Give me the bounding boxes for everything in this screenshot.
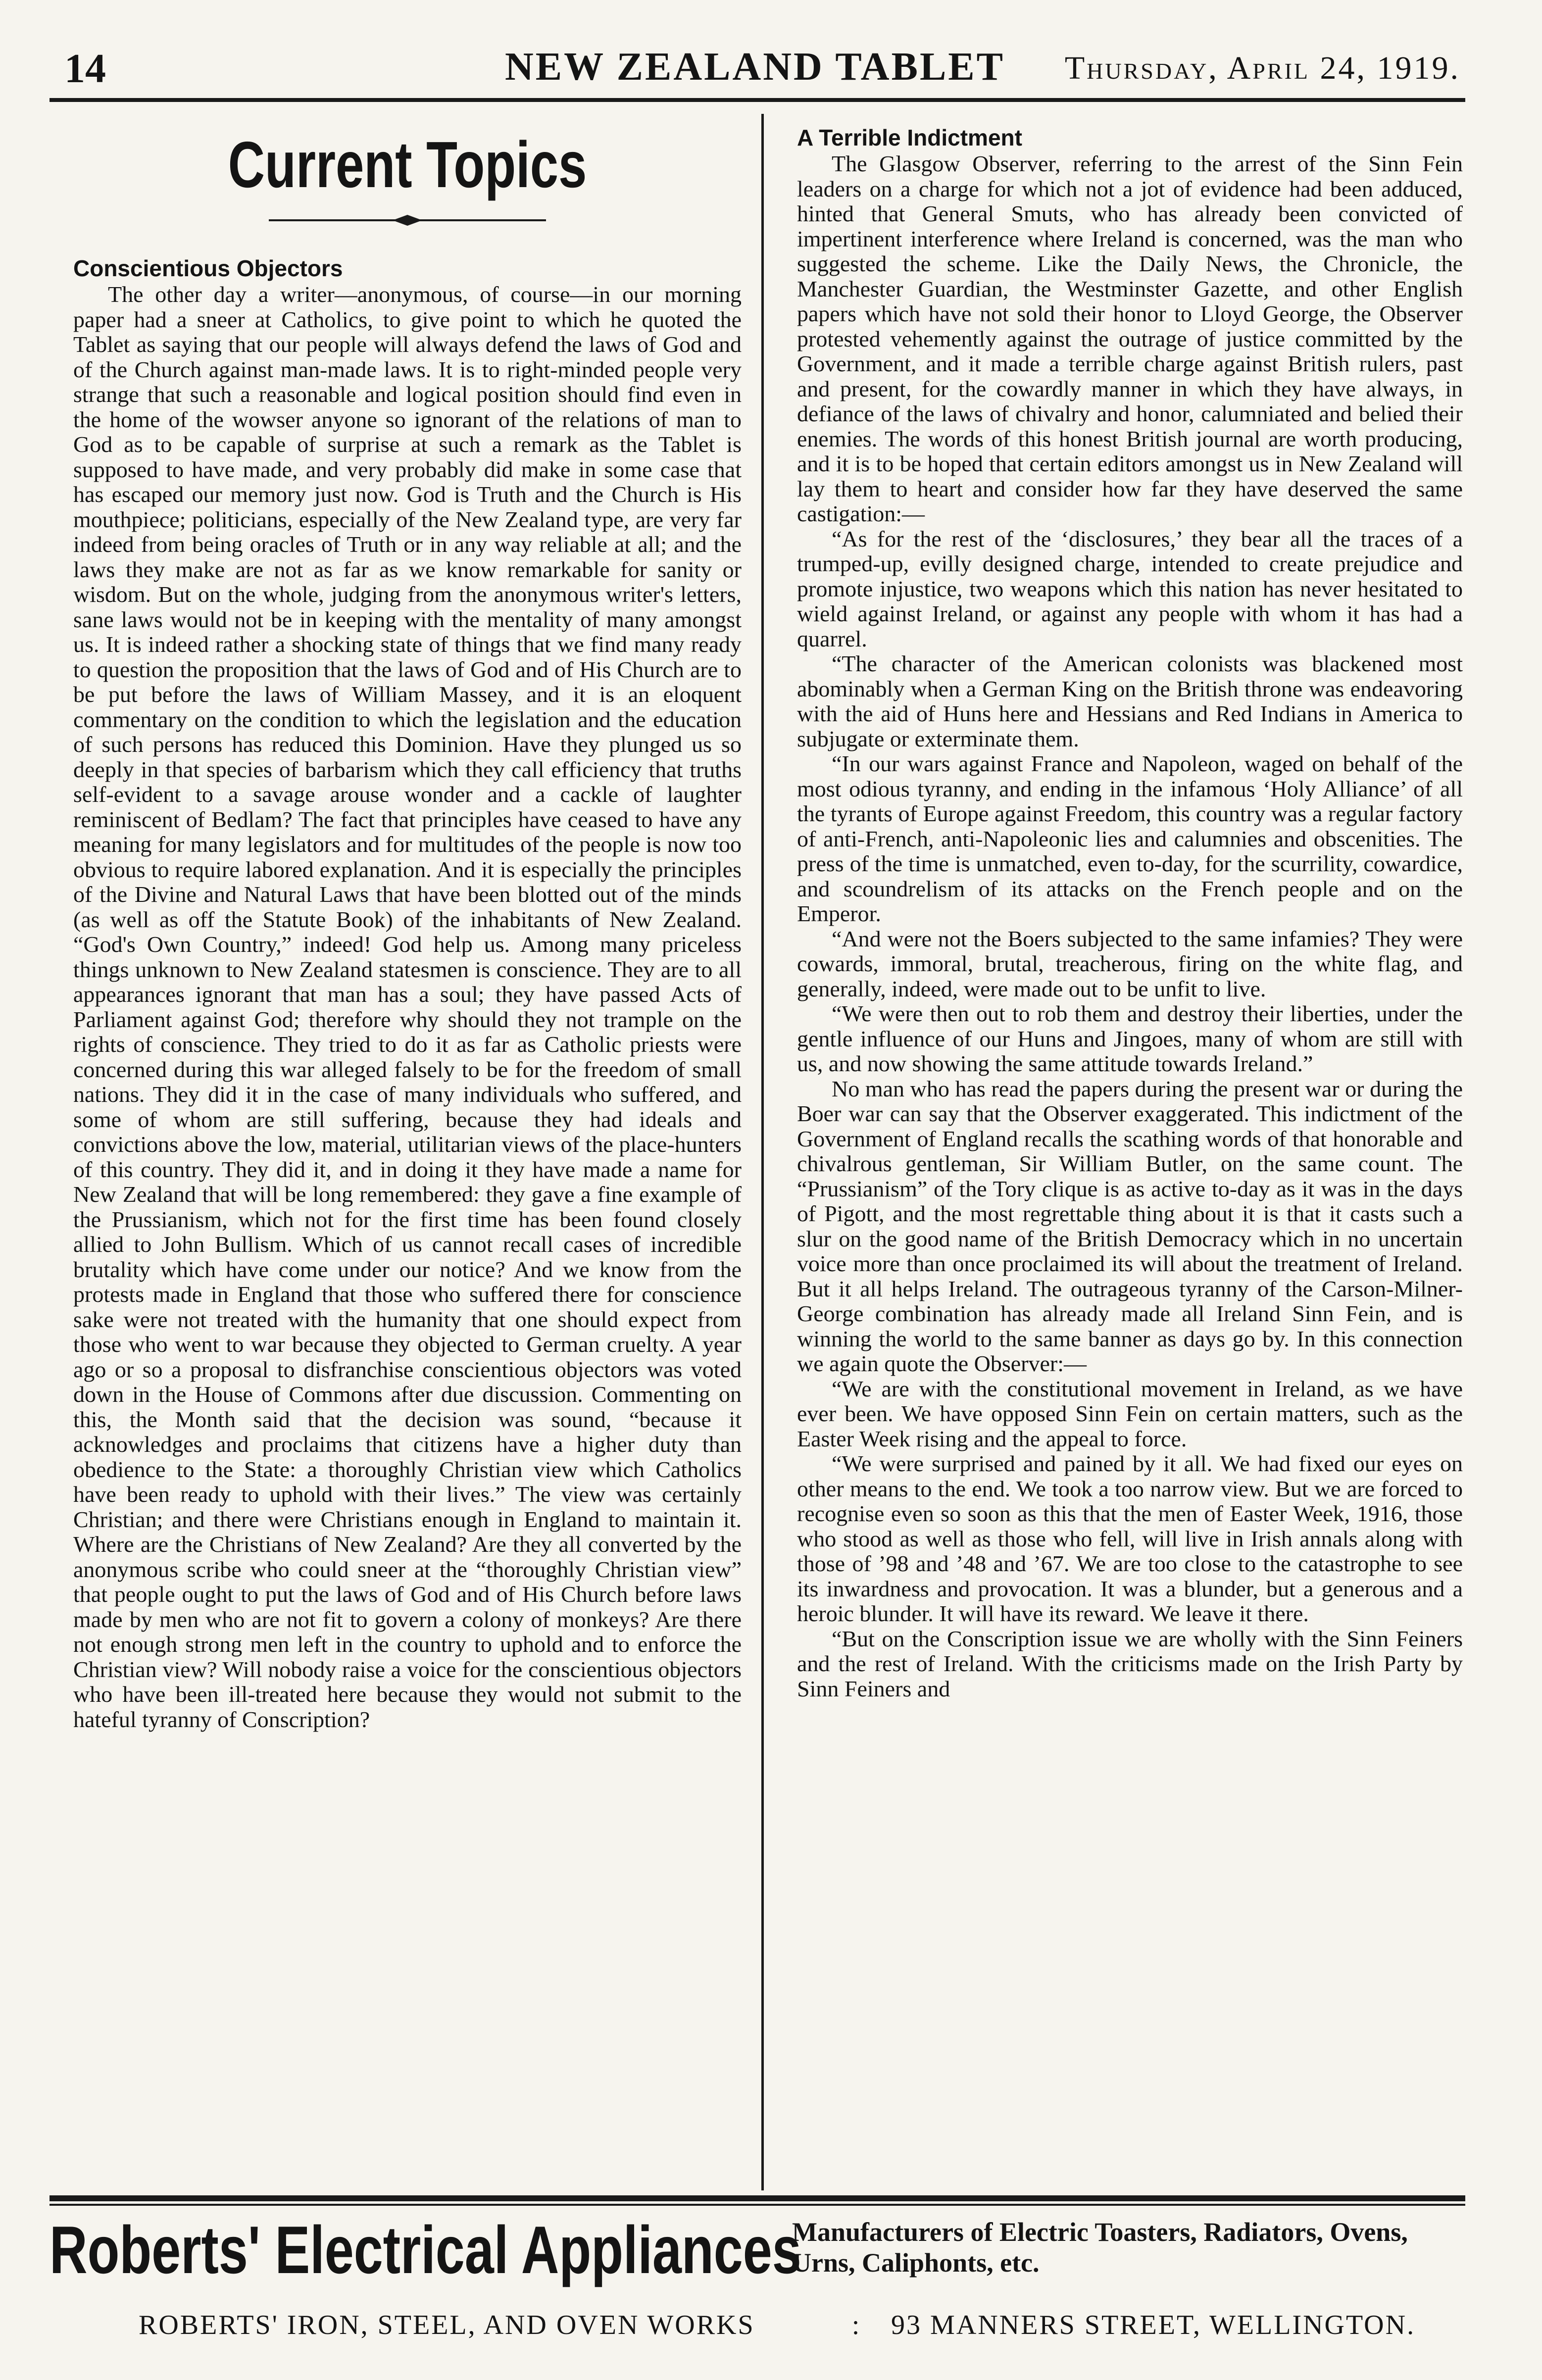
- article-paragraph: “But on the Conscription issue we are wholly with the Sinn Feiners and the rest of Ireland. With the criticisms made on the Irish Party by Sinn Feiners and: [797, 1626, 1463, 1701]
- article-paragraph: “We are with the constitutional movement in Ireland, as we have ever been. We have opposed Sinn Fein on certain matters, such as the Easter Week rising and the appeal to force.: [797, 1376, 1463, 1451]
- footer-rule-thick: [50, 2195, 1465, 2201]
- section-title: Current Topics: [228, 128, 587, 201]
- footer-rule-thin: [50, 2204, 1465, 2206]
- article-paragraph: “As for the rest of the ‘disclosures,’ they bear all the traces of a trumped-up, evilly designed charge, intended to create prejudice and promote injustice, two weapons which this nation has never hesitated to wield against Ireland, or against any people with whom it has had a quarrel.: [797, 526, 1463, 651]
- advertisement-footer: [139, 2309, 1470, 2341]
- left-column: [73, 128, 742, 2182]
- masthead: NEW ZEALAND TABLET: [504, 45, 1005, 89]
- advertisement-description: Manufacturers of Electric Toasters, Radiators, Ovens, Urns, Caliphonts, etc.: [792, 2217, 1408, 2278]
- page-number: 14: [64, 46, 106, 92]
- column-divider: [761, 114, 764, 2190]
- header-rule: [50, 98, 1465, 102]
- issue-date: Thursday, April 24, 1919.: [1064, 50, 1460, 86]
- advertisement-separator: :: [851, 2310, 861, 2340]
- article-paragraph: “In our wars against France and Napoleon, waged on behalf of the most odious tyranny, and ending in the infamous ‘Holy Alliance’ of all the tyrants of Europe against Freedom, this country was a regular factory of anti-French, anti-Napoleonic lies and calumnies and obscenities. The press of the time is unmatched, even to-day, for the scurrility, cowardice, and scoundrelism of its attacks on the French people and on the Emperor.: [797, 751, 1463, 926]
- article-paragraph: “And were not the Boers subjected to the same infamies? They were cowards, immoral, brutal, treacherous, firing on the white flag, and generally, indeed, were made out to be unfit to live.: [797, 926, 1463, 1001]
- page-header: [50, 45, 1460, 94]
- article-paragraph: “We were then out to rob them and destroy their liberties, under the gentle influence of our Huns and Jingoes, many of whom are still with us, and now showing the same attitude towards Ireland.”: [797, 1001, 1463, 1076]
- article-paragraph: “We were surprised and pained by it all. We had fixed our eyes on other means to the end. We took a too narrow view. But we are forced to recognise even so soon as this that the men of Easter Week, 1916, those who stood as well as those who fell, will live in Irish annals along with those of ’98 and ’48 and ’67. We are too close to the catastrophe to see its inwardness and provocation. It was a blunder, but a generous and a heroic blunder. It will have its reward. We leave it there.: [797, 1451, 1463, 1626]
- article-paragraph: No man who has read the papers during the present war or during the Boer war can say that the Observer exaggerated. This indictment of the Government of England recalls the scathing words of that honorable and chivalrous gentleman, Sir William Butler, on the same count. The “Prussianism” of the Tory clique is as active to-day as it was in the days of Pigott, and the most regrettable thing about it is that it casts such a slur on the good name of the British Democracy which in no uncertain voice more than once proclaimed its will about the treatment of Ireland. But it all helps Ireland. The outrageous tyranny of the Carson-Milner-George combination has already made all Ireland Sinn Fein, and is winning the world to the same banner as days go by. In this connection we again quote the Observer:—: [797, 1076, 1463, 1376]
- article-paragraph: The Glasgow Observer, referring to the arrest of the Sinn Fein leaders on a charge for which not a jot of evidence had been adduced, hinted that General Smuts, who has already been convicted of impertinent interference where Ireland is concerned, was the man who suggested the scheme. Like the Daily News, the Chronicle, the Manchester Guardian, the Westminster Gazette, and other English papers which have not sold their honor to Lloyd George, the Observer protested vehemently against the outrage of justice committed by the Government, and it made a terrible charge against British rulers, past and present, for the cowardly manner in which they have always, in defiance of the laws of chivalry and honor, calumniated and belied their enemies. The words of this honest British journal are worth producing, and it is to be hoped that certain editors amongst us in New Zealand will lay them to heart and consider how far they have deserved the same castigation:—: [797, 151, 1463, 526]
- advertisement-address: 93 MANNERS STREET, WELLINGTON.: [891, 2310, 1416, 2340]
- article-title-terrible-indictment: A Terrible Indictment: [797, 125, 1022, 150]
- article-title-conscientious-objectors: Conscientious Objectors: [73, 255, 343, 281]
- advertisement-works: ROBERTS' IRON, STEEL, AND OVEN WORKS: [139, 2310, 755, 2340]
- right-column: [797, 125, 1463, 2179]
- article-paragraph: “The character of the American colonists was blackened most abominably when a German King on the British throne was endeavoring with the aid of Huns here and Hessians and Red Indians in America to subjugate or exterminate them.: [797, 651, 1463, 751]
- advertisement-name: Roberts' Electrical Appliances: [50, 2212, 801, 2287]
- section-ornament: [269, 215, 546, 226]
- article-paragraph: The other day a writer—anonymous, of course—in our morning paper had a sneer at Catholics, to give point to which he quoted the Tablet as saying that our people will always defend the laws of God and of the Church against man-made laws. It is to right-minded people very strange that such a reasonable and logical position should find even in the home of the wowser anyone so ignorant of the relations of man to God as to be capable of surprise at such a remark as the Tablet is supposed to have made, and very probably did make in some case that has escaped our memory just now. God is Truth and the Church is His mouthpiece; politicians, especially of the New Zealand type, are very far indeed from being oracles of Truth or in any way reliable at all; and the laws they make are not as far as we know remarkable for sanity or wisdom. But on the whole, judging from the anonymous writer's letters, sane laws would not be in keeping with the mentality of many amongst us. It is indeed rather a shocking state of things that we find many ready to question the proposition that the laws of God and of His Church are to be put before the laws of William Massey, and it is an eloquent commentary on the condition to which the legislation and the education of such persons has reduced this Dominion. Have they plunged us so deeply in that species of barbarism which they call efficiency that truths self-evident to a savage arouse wonder and a cackle of laughter reminiscent of Bedlam? The fact that principles have ceased to have any meaning for many legislators and for multitudes of the people is now too obvious to require labored explanation. And it is especially the principles of the Divine and Natural Laws that have been blotted out of the minds (as well as off the Statute Book) of the inhabitants of New Zealand. “God's Own Country,” indeed! God help us. Among many priceless things unknown to New Zealand statesmen is conscience. They are to all appearances ignorant that man has a soul; they have passed Acts of Parliament against God; therefore why should they not trample on the rights of conscience. They tried to do it as far as Catholic priests were concerned during this war alleged falsely to be for the freedom of small nations. They did it in the case of many individuals who suffered, and some of whom are still suffering, because they had ideals and convictions above the low, material, utilitarian views of the place-hunters of this country. They did it, and in doing it they have made a name for New Zealand that will be long remembered: they gave a fine example of the Prussianism, which not for the first time has been found closely allied to John Bullism. Which of us cannot recall cases of incredible brutality which have come under our notice? And we know from the protests made in England that those who suffered there for conscience sake were not treated with the humanity that one should expect from those who went to war because they objected to German cruelty. A year ago or so a proposal to disfranchise conscientious objectors was voted down in the House of Commons after due discussion. Commenting on this, the Month said that the decision was sound, “because it acknowledges and proclaims that citizens have a higher duty than obedience to the State: a thoroughly Christian view which Catholics have been ready to uphold with their lives.” The view was certainly Christian; and there were Christians enough in England to maintain it. Where are the Christians of New Zealand? Are they all converted by the anonymous scribe who could sneer at the “thoroughly Christian view” that people ought to put the laws of God and of His Church before laws made by men who are not fit to govern a colony of monkeys? Are there not enough strong men left in the country to uphold and to enforce the Christian view? Will nobody raise a voice for the conscientious objectors who have been ill-treated here because they would not submit to the hateful tyranny of Conscription?: [73, 282, 742, 1732]
